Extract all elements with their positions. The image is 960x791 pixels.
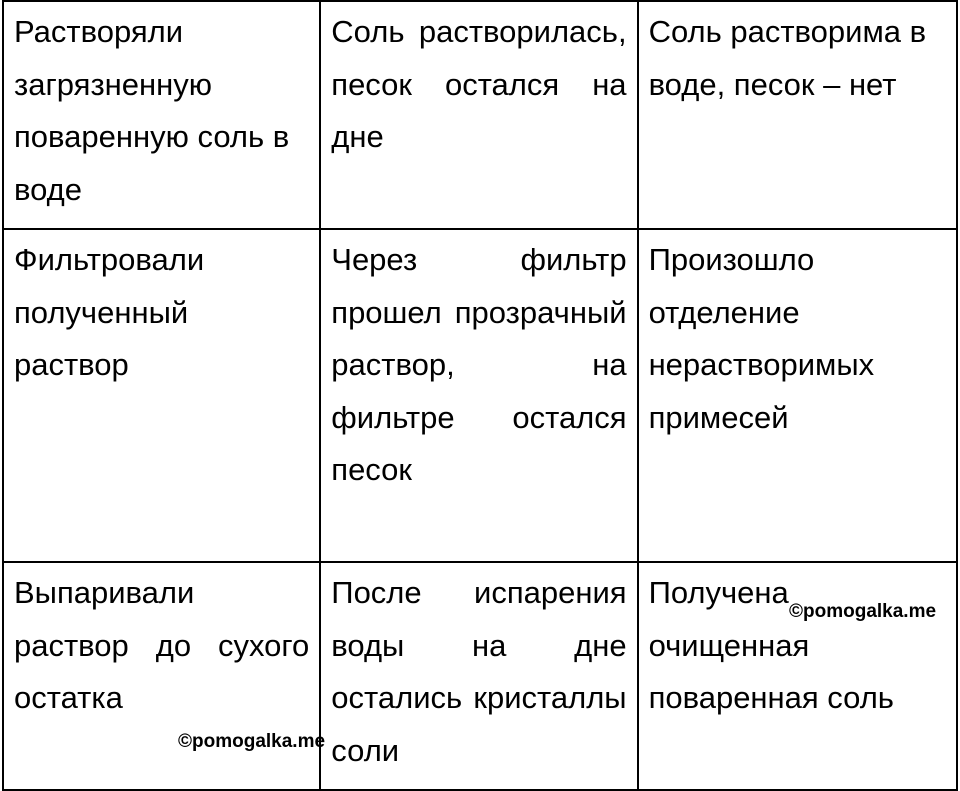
cell-observation-text: Через фильтр прошел прозрачный раствор, на фильтре остался песок bbox=[331, 242, 627, 487]
cell-conclusion-text: Соль растворима в воде, песок – нет bbox=[648, 14, 927, 102]
table-row bbox=[3, 562, 957, 790]
cell-conclusion bbox=[638, 562, 957, 790]
cell-conclusion-text: Произошло отделение нерастворимых примесей bbox=[648, 242, 875, 435]
table-row bbox=[3, 229, 957, 562]
cell-conclusion bbox=[638, 229, 957, 562]
cell-observation bbox=[320, 562, 637, 790]
cell-conclusion-text: Получена очищенная поваренная соль bbox=[648, 575, 894, 715]
cell-action-text: Выпаривали раствор до сухого остатка bbox=[14, 575, 310, 715]
cell-action-text: Фильтровали полученный раствор bbox=[14, 242, 205, 382]
cell-observation-text: Соль растворилась, песок остался на дне bbox=[331, 14, 627, 154]
cell-action-text: Растворяли загрязненную поваренную соль в воде bbox=[14, 14, 290, 207]
table-row bbox=[3, 1, 957, 229]
cell-action bbox=[3, 562, 320, 790]
watermark: ©pomogalka.me bbox=[789, 601, 937, 622]
cell-observation bbox=[320, 1, 637, 229]
cell-observation bbox=[320, 229, 637, 562]
cell-action bbox=[3, 1, 320, 229]
cell-conclusion bbox=[638, 1, 957, 229]
cell-action bbox=[3, 229, 320, 562]
cell-observation-text: После испарения воды на дне остались кристаллы соли bbox=[331, 575, 627, 768]
experiment-table bbox=[2, 0, 958, 791]
watermark: ©pomogalka.me bbox=[178, 731, 326, 752]
